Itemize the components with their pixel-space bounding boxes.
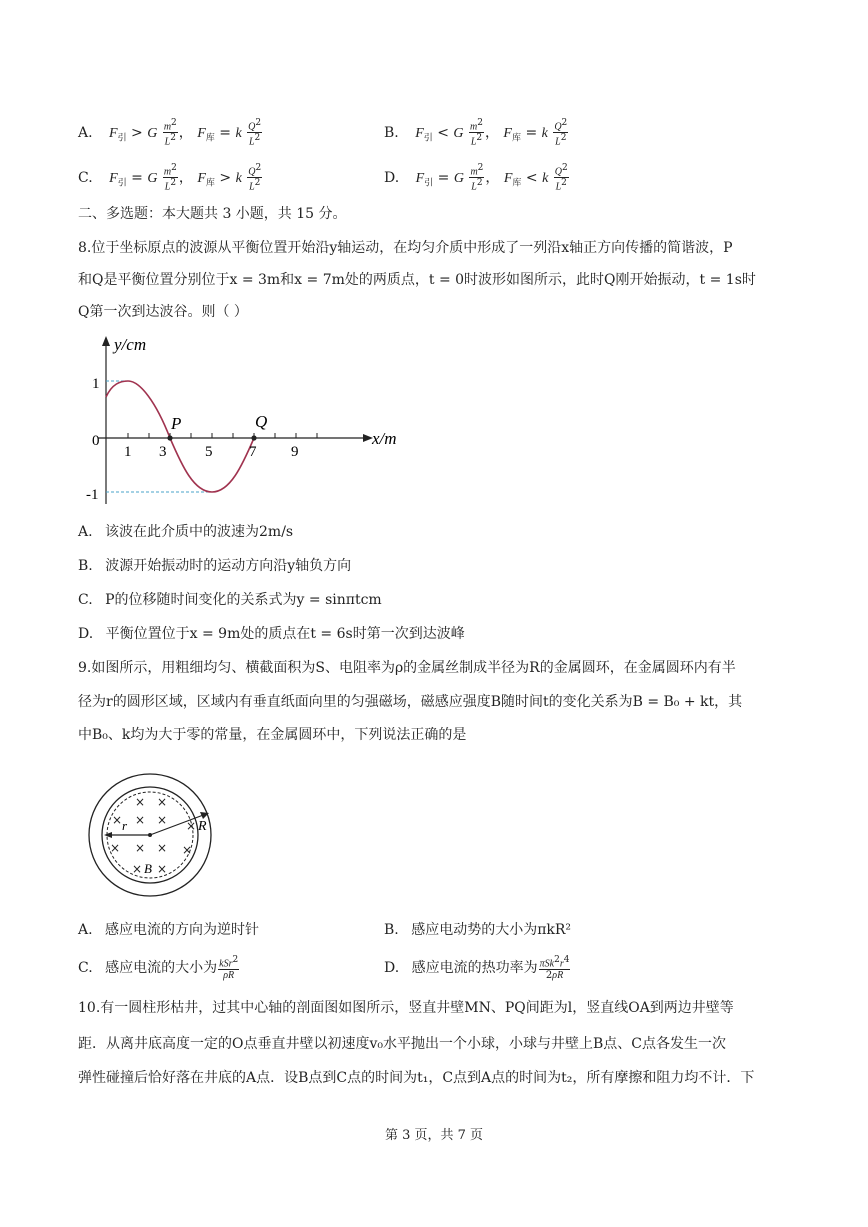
- x-tick-5: 5: [205, 444, 213, 460]
- y-tick-0: 0: [92, 433, 100, 449]
- option-label: C.: [78, 960, 93, 977]
- option-label: D.: [384, 960, 400, 977]
- cross-mark: ×: [186, 819, 197, 833]
- q8-option-d: [78, 624, 465, 644]
- cross-mark: ×: [157, 813, 168, 827]
- q8-line-3: Q第一次到达波谷。则（ ）: [78, 304, 248, 320]
- q8-option-b: [78, 556, 351, 576]
- q9-option-b: [384, 920, 571, 940]
- x-tick-3: 3: [159, 444, 167, 460]
- option-label: C.: [78, 592, 93, 608]
- x-tick-9: 9: [291, 444, 299, 460]
- q9-option-d: D. 感应电流的热功率为 $\frac{\pi Sk^2r^4}{2\rho R}$: [384, 955, 570, 982]
- option-text: 感应电流的热功率为: [411, 960, 538, 977]
- point-q-label: Q: [255, 412, 268, 431]
- point-p-label: P: [171, 414, 182, 433]
- y-axis-label: y/cm: [114, 335, 147, 354]
- r-label: r: [122, 818, 128, 833]
- option-label: A.: [78, 922, 93, 938]
- q9-line-2: 径为r的圆形区域，区域内有垂直纸面向里的匀强磁场，磁感应强度B随时间t的变化关系为B = B₀ + kt，其: [78, 694, 743, 710]
- cross-mark: ×: [112, 813, 123, 827]
- cross-mark: ×: [157, 795, 168, 809]
- point-q-dot: [251, 435, 256, 440]
- y-tick-1: 1: [92, 376, 100, 392]
- option-label: C.: [78, 169, 93, 186]
- q9-option-c: C. 感应电流的大小为 $\frac{kSr^2}{\rho R}$: [78, 955, 239, 982]
- q8-line-1: 8.位于坐标原点的波源从平衡位置开始沿y轴运动，在均匀介质中形成了一列沿x轴正方向传播的简谐波，P: [78, 240, 733, 256]
- section-heading: 二、多选题：本大题共 3 小题，共 15 分。: [78, 206, 347, 222]
- option-label: A.: [78, 524, 93, 540]
- x-axis-label: x/m: [372, 429, 397, 448]
- option-text: 波源开始振动时的运动方向沿y轴负方向: [105, 558, 352, 574]
- option-label: D.: [78, 626, 94, 642]
- cross-mark: ×: [157, 862, 168, 876]
- q9-option-a: [78, 920, 259, 940]
- option-label: B.: [384, 124, 399, 141]
- cross-mark: ×: [135, 795, 146, 809]
- option-text: P的位移随时间变化的关系式为y = sinπtcm: [105, 592, 382, 608]
- point-p-dot: [167, 435, 172, 440]
- x-tick-1: 1: [124, 444, 132, 460]
- y-tick-minus-1: -1: [86, 487, 99, 503]
- q10-line-3: 弹性碰撞后恰好落在井底的A点．设B点到C点的时间为t₁，C点到A点的时间为t₂，所有摩擦和阻力均不计．下: [78, 1070, 755, 1086]
- q7-option-b: B. $F_引 < G$ $\frac{m^2}{L^2}$ ， $F_库 = k$ $\frac{Q^2}{L^2}$: [384, 118, 568, 148]
- option-label: A.: [78, 124, 93, 141]
- q8-line-2: 和Q是平衡位置分别位于x = 3m和x = 7m处的两质点，t = 0时波形如图所示，此时Q刚开始振动，t = 1s时: [78, 272, 756, 288]
- R-label: R: [198, 819, 207, 834]
- q9-line-3: 中B₀、k均为大于零的常量，在金属圆环中，下列说法正确的是: [78, 727, 467, 743]
- q7-option-a: A. $F_引 > G$ $\frac{m^2}{L^2}$ ， $F_库 = k$ $\frac{Q^2}{L^2}$: [78, 118, 262, 148]
- q7-option-c: C. $F_引 = G$ $\frac{m^2}{L^2}$ ， $F_库 > k$ $\frac{Q^2}{L^2}$: [78, 163, 262, 193]
- cross-mark: ×: [135, 841, 146, 855]
- cross-mark: ×: [132, 862, 143, 876]
- q9-ring-figure: [82, 772, 222, 902]
- option-label: D.: [384, 169, 400, 186]
- q8-option-a: [78, 522, 293, 542]
- option-text: 感应电流的方向为逆时针: [105, 922, 260, 938]
- center-dot: [148, 833, 152, 837]
- B-label: B: [144, 861, 152, 876]
- q7-option-d: D. $F_引 = G$ $\frac{m^2}{L^2}$ ， $F_库 < k$ $\frac{Q^2}{L^2}$: [384, 163, 568, 193]
- option-label: B.: [78, 558, 93, 574]
- option-text: 该波在此介质中的波速为2m/s: [105, 524, 294, 540]
- q8-option-c: [78, 590, 382, 610]
- cross-mark: ×: [157, 841, 168, 855]
- page-footer: 第 3 页，共 7 页: [384, 1128, 484, 1143]
- cross-mark: ×: [182, 843, 193, 857]
- option-text: 感应电动势的大小为πkR²: [411, 922, 572, 938]
- x-tick-7: 7: [249, 444, 257, 460]
- option-label: B.: [384, 922, 399, 938]
- q8-wave-graph: [78, 332, 408, 512]
- option-text: 平衡位置位于x = 9m处的质点在t = 6s时第一次到达波峰: [105, 626, 465, 642]
- option-text: 感应电流的大小为: [105, 960, 218, 977]
- q9-line-1: 9.如图所示，用粗细均匀、横截面积为S、电阻率为ρ的金属丝制成半径为R的金属圆环，在金属圆环内有半: [78, 660, 736, 676]
- y-axis-arrow: [102, 336, 110, 346]
- q10-line-2: 距．从离井底高度一定的O点垂直井壁以初速度v₀水平抛出一个小球，小球与井壁上B点、C点各发生一次: [78, 1036, 726, 1052]
- cross-mark: ×: [135, 813, 146, 827]
- q10-line-1: 10.有一圆柱形枯井，过其中心轴的剖面图如图所示，竖直井壁MN、PQ间距为l，竖直线OA到两边井壁等: [78, 1000, 734, 1016]
- cross-mark: ×: [110, 841, 121, 855]
